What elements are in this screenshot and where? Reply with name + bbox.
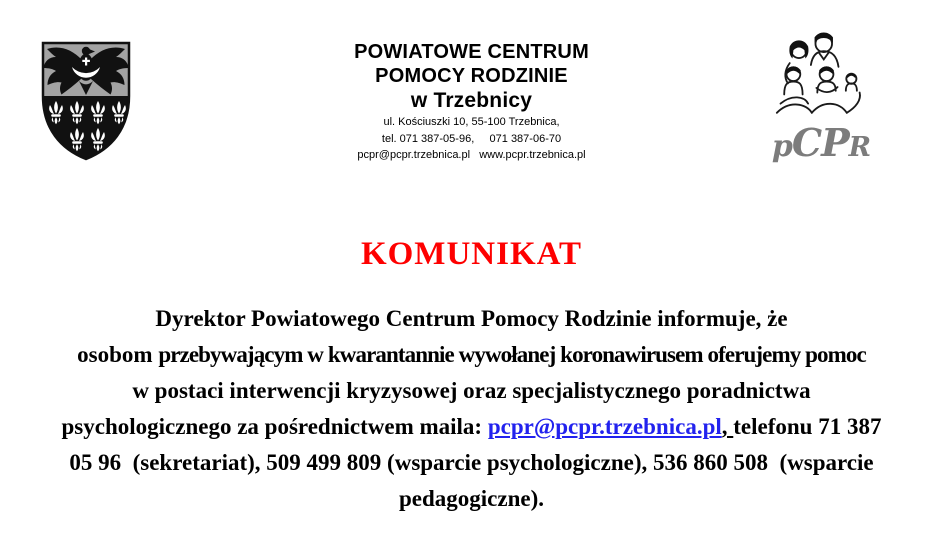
email-link[interactable]: pcpr@pcpr.trzebnica.pl <box>487 414 722 439</box>
pcpr-logo <box>759 30 883 165</box>
body-line-2-normal: osobom <box>77 342 159 367</box>
phone-line: tel. 071 387-05-96, 071 387-06-70 <box>381 132 562 145</box>
letterhead <box>262 40 682 163</box>
body-line-3: w postaci interwencji kryzysowej oraz specjalistycznego poradnictwa <box>132 378 811 403</box>
org-name-line1: POWIATOWE CENTRUM <box>354 41 589 63</box>
org-name-line3: w Trzebnicy <box>410 89 533 112</box>
email-web-line: pcpr@pcpr.trzebnica.pl www.pcpr.trzebnica.pl <box>357 149 586 161</box>
body-line-4-comma: , <box>721 414 734 439</box>
body-line-4-suffix: telefonu 71 387 <box>733 414 882 439</box>
pcpr-letter-p: p <box>771 129 792 164</box>
body-line-2-condensed: przebywającym w kwarantannie wywołanej koronawirusem oferujemy pomoc <box>158 342 866 367</box>
body-line-1: Dyrektor Powiatowego Centrum Pomocy Rodzinie informuje, że <box>155 306 788 331</box>
body-line-4-prefix: psychologicznego za pośrednictwem maila: <box>61 414 488 439</box>
coat-of-arms-icon <box>36 38 136 165</box>
body-line-4 <box>0 409 943 445</box>
address-line: ul. Kościuszki 10, 55-100 Trzebnica, <box>383 116 560 128</box>
pcpr-letter-c: C <box>791 120 822 165</box>
pcpr-letter-r: R <box>848 132 871 163</box>
pcpr-letter-p2: P <box>821 120 849 165</box>
body-line-6: pedagogiczne). <box>398 486 544 511</box>
body-line-5: 05 96 (sekretariat), 509 499 809 (wsparcie psychologiczne), 536 860 508 (wsparcie <box>69 450 874 475</box>
org-name-line2: POMOCY RODZINIE <box>375 65 568 87</box>
announcement-title: KOMUNIKAT <box>360 236 583 272</box>
pcpr-logo-text <box>759 120 883 165</box>
family-illustration-icon <box>764 30 878 122</box>
body-line-2 <box>0 337 943 373</box>
announcement-body <box>0 301 943 517</box>
